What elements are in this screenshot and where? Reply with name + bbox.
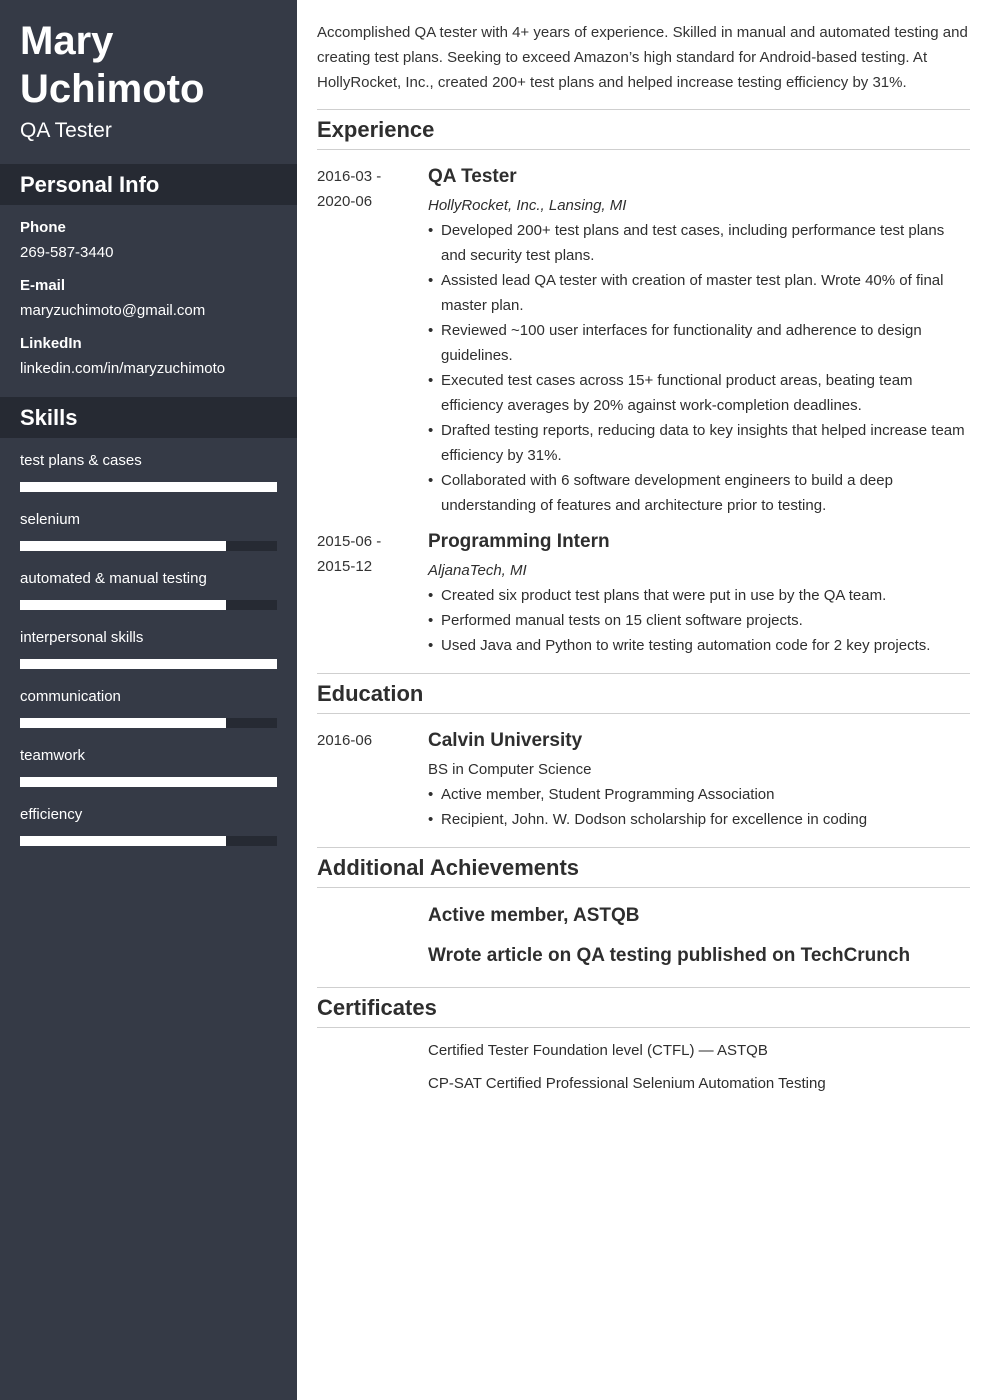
skill-item (20, 451, 277, 497)
skill-bar-fill (20, 482, 277, 492)
entry-date (317, 529, 428, 658)
skills-heading: Skills (0, 397, 297, 438)
linkedin-value: linkedin.com/in/maryzuchimoto (20, 360, 226, 377)
email-value: maryzuchimoto@gmail.com (20, 302, 206, 319)
personal-info-list (0, 218, 297, 379)
company: HollyRocket, Inc., Lansing, MI (428, 197, 627, 214)
bullet-item: • Assisted lead QA tester with creation of master test plan. Wrote 40% of final master plan. (428, 268, 970, 318)
bullet-item: • Active member, Student Programming Association (428, 782, 970, 807)
skill-bar (20, 541, 277, 551)
personal-info-heading: Personal Info (0, 164, 297, 205)
skill-item (20, 510, 277, 556)
date-start: 2016-03 - (317, 168, 382, 185)
skill-item (20, 687, 277, 733)
phone-label: Phone (20, 219, 66, 236)
job-title: QA Tester (20, 119, 112, 142)
certificates-heading: Certificates (317, 987, 970, 1028)
entry-date (317, 164, 428, 518)
achievement-item: Active member, ASTQB (428, 905, 640, 926)
date-end: 2015-12 (317, 558, 373, 575)
school-name: Calvin University (428, 730, 583, 751)
full-name (0, 0, 297, 113)
main-content (317, 0, 970, 1094)
degree: BS in Computer Science (428, 761, 592, 778)
education-entry (317, 728, 970, 832)
skill-bar-fill (20, 659, 277, 669)
bullet-item: • Drafted testing reports, reducing data to key insights that helped increase team efficiency by 31%. (428, 418, 970, 468)
achievements-list (317, 903, 970, 968)
education-heading: Education (317, 673, 970, 714)
linkedin-item (20, 334, 277, 379)
skill-item (20, 569, 277, 615)
job-title: Programming Intern (428, 531, 610, 552)
entry-body (428, 529, 970, 658)
bullet-item: • Reviewed ~100 user interfaces for functionality and adherence to design guidelines. (428, 318, 970, 368)
entry-body (428, 728, 970, 832)
experience-entry (317, 164, 970, 518)
sidebar (0, 0, 297, 1400)
skill-bar-fill (20, 777, 277, 787)
bullet-item: • Executed test cases across 15+ functional product areas, beating team efficiency averages by 20% against work-completion deadlines. (428, 368, 970, 418)
skill-label: efficiency (20, 806, 83, 823)
email-item (20, 276, 277, 321)
skill-bar (20, 836, 277, 846)
entry-body (428, 164, 970, 518)
job-title: QA Tester (428, 166, 517, 187)
date-start: 2015-06 - (317, 533, 382, 550)
bullet-item: • Performed manual tests on 15 client software projects. (428, 608, 970, 633)
skill-bar-fill (20, 541, 226, 551)
bullet-item: • Recipient, John. W. Dodson scholarship for excellence in coding (428, 807, 970, 832)
skill-bar (20, 718, 277, 728)
bullet-list (428, 782, 970, 832)
bullet-item: • Used Java and Python to write testing automation code for 2 key projects. (428, 633, 970, 658)
skill-bar-fill (20, 836, 226, 846)
certificate-item: Certified Tester Foundation level (CTFL) — ASTQB (428, 1042, 768, 1059)
skill-label: interpersonal skills (20, 629, 144, 646)
skill-label: teamwork (20, 747, 86, 764)
skill-item (20, 805, 277, 851)
skill-bar (20, 600, 277, 610)
skill-label: communication (20, 688, 121, 705)
skill-label: selenium (20, 511, 81, 528)
date-end: 2020-06 (317, 193, 373, 210)
bullet-list (428, 583, 970, 658)
skill-bar-fill (20, 600, 226, 610)
skill-item (20, 746, 277, 792)
phone-value: 269-587-3440 (20, 244, 114, 261)
company: AljanaTech, MI (428, 562, 527, 579)
certificates-list (317, 1041, 970, 1094)
phone-item (20, 218, 277, 263)
certificate-item: CP-SAT Certified Professional Selenium Automation Testing (428, 1075, 826, 1092)
skill-bar-fill (20, 718, 226, 728)
bullet-item: • Developed 200+ test plans and test cases, including performance test plans and security test plans. (428, 218, 970, 268)
last-name: Uchimoto (20, 67, 205, 111)
email-label: E-mail (20, 277, 66, 294)
experience-entry (317, 529, 970, 658)
experience-heading: Experience (317, 109, 970, 150)
skill-item (20, 628, 277, 674)
education-date: 2016-06 (317, 732, 373, 749)
bullet-item: • Created six product test plans that were put in use by the QA team. (428, 583, 970, 608)
skill-bar (20, 777, 277, 787)
skill-label: automated & manual testing (20, 570, 207, 587)
skill-label: test plans & cases (20, 452, 142, 469)
achievements-heading: Additional Achievements (317, 847, 970, 888)
bullet-item: • Collaborated with 6 software development engineers to build a deep understanding of features and architecture prior to testing. (428, 468, 970, 518)
skill-bar (20, 482, 277, 492)
achievement-item: Wrote article on QA testing published on TechCrunch (428, 945, 911, 966)
linkedin-label: LinkedIn (20, 335, 82, 352)
bullet-list (428, 218, 970, 518)
first-name: Mary (20, 19, 114, 63)
skills-list (0, 451, 297, 851)
skill-bar (20, 659, 277, 669)
summary-paragraph: Accomplished QA tester with 4+ years of experience. Skilled in manual and automated testing and creating test plans. Seeking to exceed Amazon’s high standard for Android-based testing. At HollyRocket, Inc., created 200+ test plans and helped increase testing efficiency by 31%. (317, 24, 968, 91)
